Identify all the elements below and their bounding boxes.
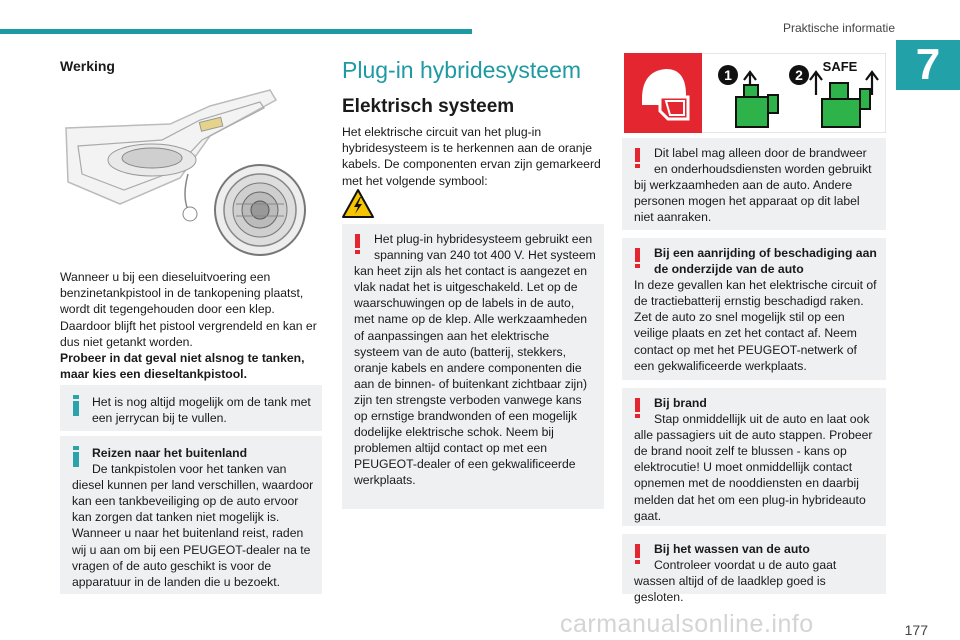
warning-brand-first-line: Stap onmiddellijk uit de auto en laat ook bbox=[654, 412, 870, 427]
warning-box-wassen bbox=[622, 534, 886, 605]
watermark: carmanualsonline.info bbox=[560, 610, 814, 638]
page-number: 177 bbox=[904, 622, 928, 638]
info-buitenland-first-line: De tankpistolen voor het tanken van bbox=[92, 462, 287, 477]
fuel-filler-illustration bbox=[60, 86, 310, 258]
firefighter-label-illustration bbox=[624, 53, 886, 133]
warning-wassen-first-line: Controleer voordat u de auto gaat bbox=[654, 558, 837, 573]
info-icon bbox=[73, 395, 79, 416]
info-buitenland-text: diesel kunnen per land verschillen, waardoor kan een tankbeveiliging op de auto ervoor kan zorgen dat tanken niet mogelijk is. Wanneer u naar het buitenland reist, raden wij u aan om bij een PEUGEOT-dealer na te vragen of de auto geschikt is voor de apparatuur in de landen die u bezoekt. bbox=[72, 478, 314, 589]
werking-paragraph bbox=[60, 269, 325, 382]
warning-label-first-line: Dit label mag alleen door de brandweer bbox=[654, 146, 867, 160]
subtitle-elektrisch-systeem: Elektrisch systeem bbox=[342, 96, 515, 117]
high-voltage-warning-icon bbox=[342, 188, 374, 220]
info-buitenland-title: Reizen naar het buitenland bbox=[92, 446, 248, 460]
warning-brand-title: Bij brand bbox=[654, 396, 707, 410]
label-safe-text: SAFE bbox=[822, 59, 858, 74]
label-number-1: 1 bbox=[724, 67, 732, 83]
warning-box-aanrijding bbox=[622, 238, 886, 380]
title-plug-in-hybridesysteem: Plug-in hybridesysteem bbox=[342, 57, 582, 83]
info-box-jerrycan bbox=[60, 385, 322, 431]
label-number-2: 2 bbox=[795, 67, 803, 83]
warning-voltage-text: kan heet zijn als het contact is aangezet en vlak nadat het is uitgeschakeld. Let op de waarschuwingen op de labels in de auto, met name op de klep. Alle werkzaamheden of aanpassingen aan het elektrische systeem van de auto (batterij, stekkers, oranje kabels en andere componenten die aan de binnen- of buitenkant zichtbaar zijn) zijn ten strengste verboden vanwege kans op ernstige brandwonden of een mogelijk dodelijke elektrische schok. Neem bij problemen altijd contact op met een PEUGEOT-dealer of een gekwalificeerde werkplaats. bbox=[354, 264, 588, 488]
info-box-buitenland bbox=[60, 436, 322, 594]
warning-box-brand bbox=[622, 388, 886, 526]
intro-paragraph: Het elektrische circuit van het plug-in hybridesysteem is te herkennen aan de oranje kabels. De componenten ervan zijn gemarkeerd met het volgende symbool: bbox=[342, 125, 601, 188]
header-accent-bar bbox=[0, 29, 472, 34]
warning-label-second-line: en onderhoudsdiensten worden gebruikt bbox=[654, 162, 872, 177]
warning-aanrijding-title-1: Bij een aanrijding of beschadiging aan bbox=[654, 246, 877, 260]
werking-text: Wanneer u bij een dieseluitvoering een benzinetankpistool in de tankopening plaatst, wordt dit tegengehouden door een klep. Daardoor blijft het pistool vergrendeld en kan er dus niet getankt worden. bbox=[60, 270, 317, 349]
werking-bold-text: Probeer in dat geval niet alsnog te tanken, maar kies een dieseltankpistool. bbox=[60, 351, 305, 382]
chapter-number-badge: 7 bbox=[896, 40, 960, 90]
warning-label-text: bij werkzaamheden aan de auto. Andere personen mogen het apparaat op dit label niet aanraken. bbox=[634, 178, 860, 225]
warning-brand-text: alle passagiers uit de auto stappen. Probeer de brand nooit zelf te blussen - kans op elektrocutie! U moet onmiddellijk contact opnemen met de nooddiensten en daarbij melden dat het om een plug-in hybrideauto gaat. bbox=[634, 428, 873, 523]
info-jerrycan-text: Het is nog altijd mogelijk om de tank met een jerrycan bij te vullen. bbox=[92, 395, 311, 426]
warning-voltage-second-line: spanning van 240 tot 400 V. Het systeem bbox=[374, 248, 596, 263]
warning-box-voltage bbox=[342, 224, 604, 509]
section-title: Praktische informatie bbox=[782, 21, 895, 35]
warning-box-label bbox=[622, 138, 886, 230]
warning-voltage-first-line: Het plug-in hybridesysteem gebruikt een bbox=[374, 232, 593, 246]
warning-aanrijding-title-2: de onderzijde van de auto bbox=[654, 262, 804, 277]
warning-aanrijding-text: In deze gevallen kan het elektrische circuit of de tractiebatterij ernstig beschadigd raken. Zet de auto zo snel mogelijk stil op een veilige plaats en zet het contact af. Neem contact op met het PEUGEOT-netwerk of een gekwalificeerde werkplaats. bbox=[634, 278, 877, 373]
warning-wassen-title: Bij het wassen van de auto bbox=[654, 542, 810, 556]
warning-wassen-text: wassen altijd of de laadklep goed is gesloten. bbox=[634, 574, 826, 605]
heading-werking: Werking bbox=[60, 58, 115, 74]
